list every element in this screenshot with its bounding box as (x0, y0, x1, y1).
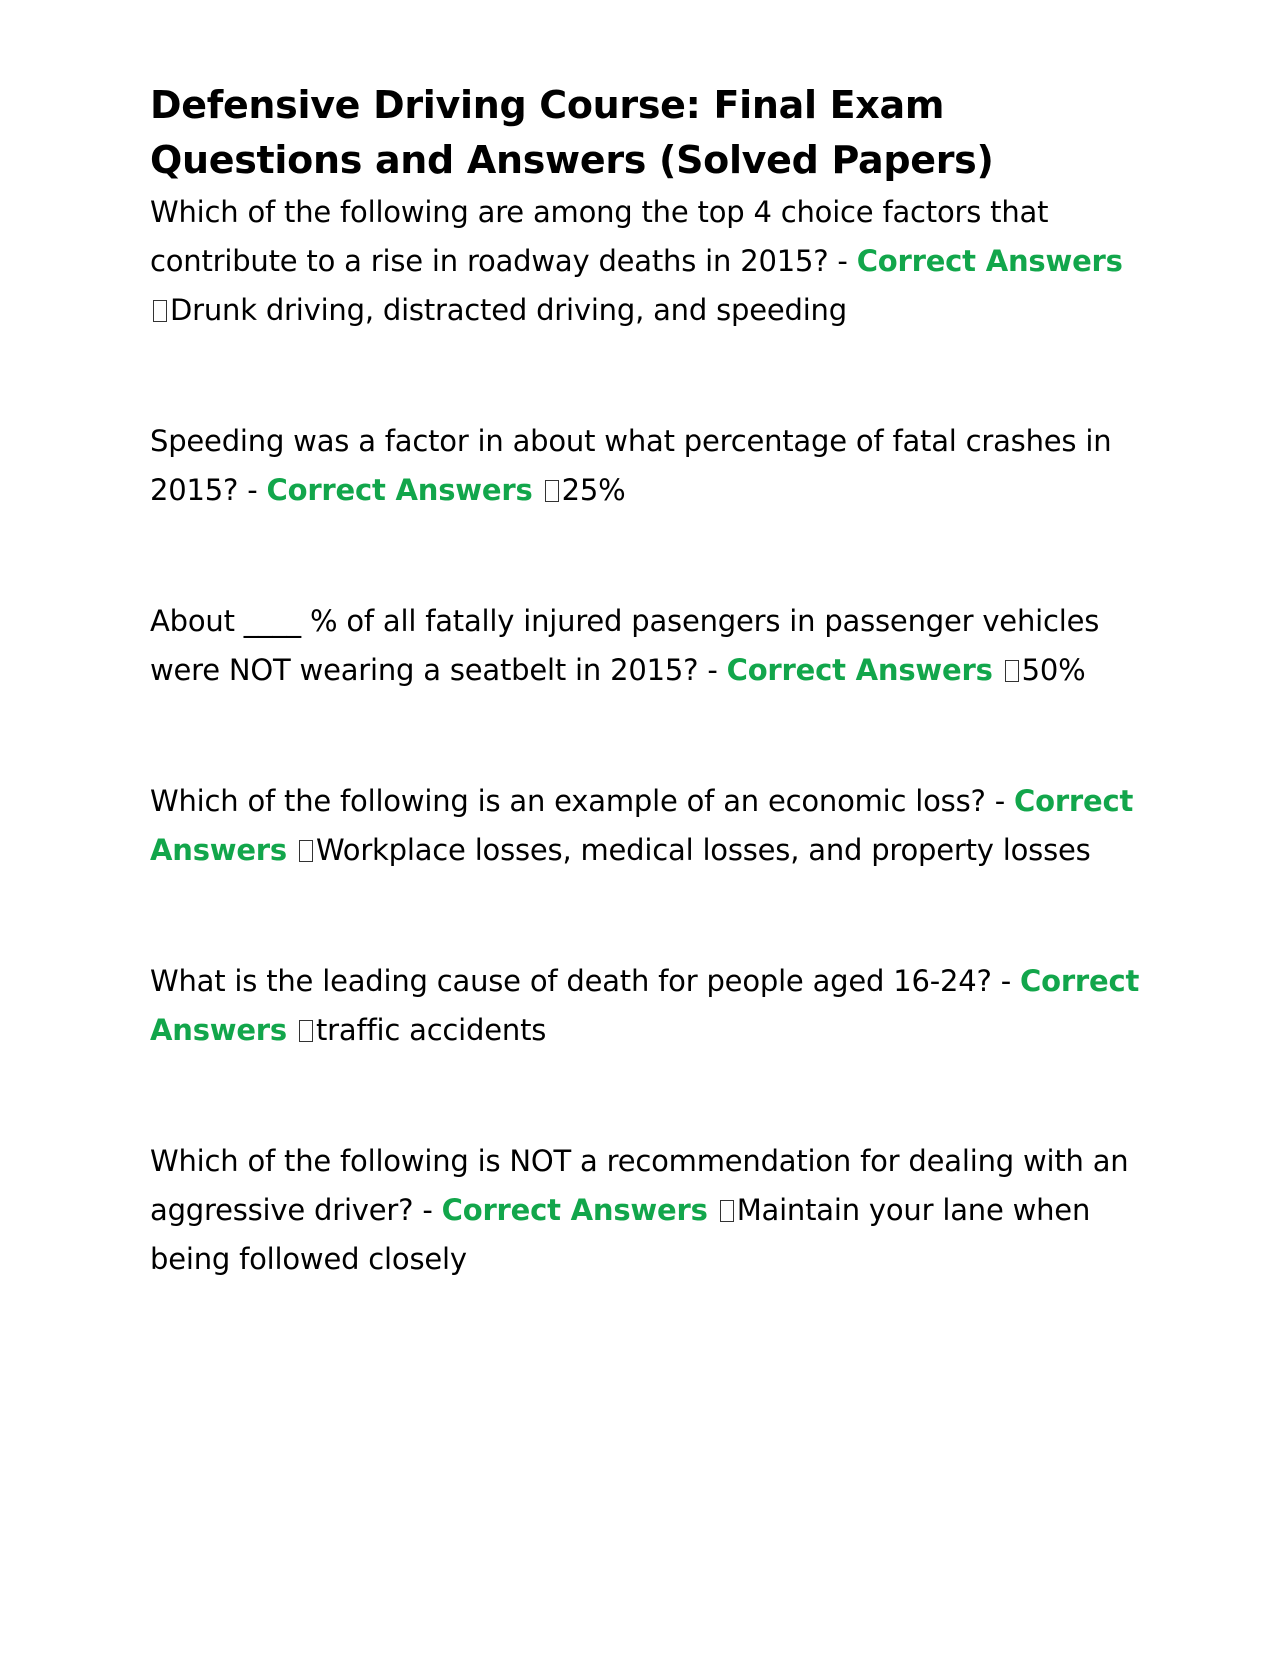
separator: - (698, 653, 727, 687)
correct-answers-label: Correct Answers (441, 1193, 708, 1227)
answer-text: Drunk driving, distracted driving, and speeding (170, 293, 847, 327)
question-text: About ____ % of all fatally injured pasengers in passenger vehicles were NOT wearing a seatbelt in 2015? (150, 604, 1100, 687)
separator: - (828, 244, 857, 278)
correct-answers-label: Correct Answers (726, 653, 993, 687)
missing-glyph-box-icon (720, 1200, 734, 1222)
missing-glyph-box-icon (153, 300, 167, 322)
qa-item-1 (150, 188, 1140, 335)
missing-glyph-box-icon (545, 480, 559, 502)
document-title: Defensive Driving Course: Final Exam Questions and Answers (Solved Papers) (150, 83, 994, 182)
document-page (150, 78, 1140, 1284)
missing-glyph-box-icon (299, 840, 313, 862)
correct-answers-label: Correct Answers (150, 784, 1134, 867)
qa-item-2 (150, 417, 1140, 515)
separator: - (991, 964, 1021, 998)
qa-item-4 (150, 777, 1140, 875)
missing-glyph-box-icon (299, 1020, 313, 1042)
correct-answers-label: Correct Answers (150, 964, 1140, 1047)
question-text: Which of the following is an example of an economic loss? (150, 784, 986, 818)
question-text: Speeding was a factor in about what percentage of fatal crashes in 2015? (150, 424, 1112, 507)
qa-item-3 (150, 597, 1140, 695)
missing-glyph-box-icon (1005, 660, 1019, 682)
question-text: Which of the following are among the top 4 choice factors that contribute to a rise in roadway deaths in 2015? (150, 195, 1049, 278)
qa-item-5 (150, 957, 1140, 1055)
answer-text: traffic accidents (316, 1013, 547, 1047)
separator: - (413, 1193, 442, 1227)
question-text: What is the leading cause of death for people aged 16-24? (150, 964, 992, 998)
separator: - (238, 473, 267, 507)
answer-text: 25% (561, 473, 626, 507)
answer-text: Maintain your lane when being followed closely (150, 1193, 1091, 1276)
answer-text: Workplace losses, medical losses, and property losses (316, 833, 1091, 867)
correct-answers-label: Correct Answers (856, 244, 1123, 278)
separator: - (985, 784, 1015, 818)
question-text: Which of the following is NOT a recommendation for dealing with an aggressive driver? (150, 1144, 1129, 1227)
qa-item-6 (150, 1137, 1140, 1284)
correct-answers-label: Correct Answers (266, 473, 533, 507)
answer-text: 50% (1021, 653, 1086, 687)
